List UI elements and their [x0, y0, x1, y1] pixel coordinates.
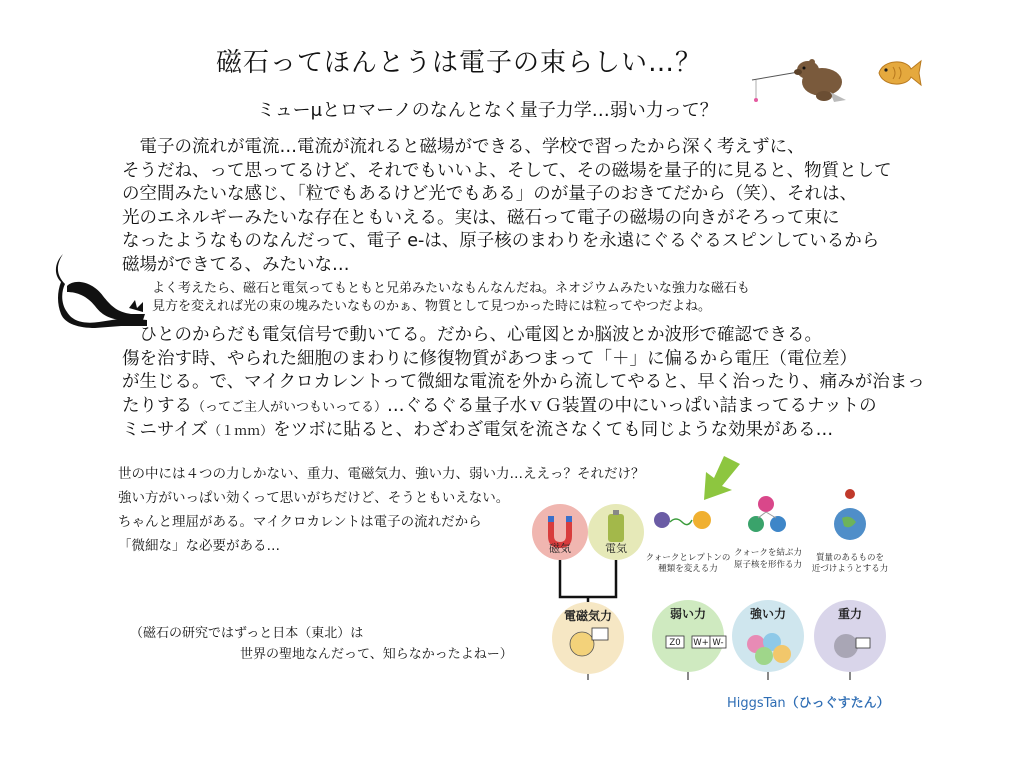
paragraph-line: 電子の流れが電流…電流が流れると磁場ができる、学校で習ったから深く考えずに、 — [122, 137, 805, 157]
em-force-label: 電磁気力 — [563, 609, 613, 623]
intro-paragraph — [122, 136, 892, 277]
aside-line: （磁石の研究ではずっと日本（東北）は — [130, 626, 364, 641]
weak-caption: クォークとレプトンの — [645, 553, 731, 563]
text-segment: …ぐるぐる量子水ｖＧ装置の中にいっぱい詰まってるナットの — [387, 395, 877, 416]
page-subtitle: ミューμとロマーノのなんとなく量子力学…弱い力って？ — [257, 100, 718, 121]
paragraph-line: 磁場ができてる、みたいな… — [122, 254, 350, 275]
cat-note — [152, 280, 750, 316]
strong-caption: 原子核を形作る力 — [733, 560, 803, 570]
gravity-caption: 近づけようとする力 — [811, 564, 889, 574]
credit-text — [727, 692, 890, 711]
magnet-label: 磁気 — [549, 542, 571, 555]
strong-caption: クォークを結ぶ力 — [734, 548, 802, 558]
four-forces-diagram — [520, 452, 920, 682]
apple-icon — [845, 489, 855, 499]
electric-label: 電気 — [605, 542, 627, 555]
text-segment: ミニサイズ — [122, 420, 209, 440]
taiyaki-fish-illustration — [873, 55, 923, 91]
weak-force-label: 弱い力 — [669, 607, 707, 621]
paragraph-line: 光のエネルギーみたいな存在ともいえる。実は、磁石って電子の磁場の向きがそろって束に — [122, 207, 840, 228]
page-title: 磁石ってほんとうは電子の束らしい…？ — [216, 48, 703, 78]
z0-sign: Z0 — [669, 638, 681, 648]
body-paragraph — [122, 324, 925, 444]
size-remark: （１ｍｍ） — [208, 424, 274, 439]
strong-force-label: 強い力 — [749, 607, 787, 621]
side-line: 強い方がいっぱい効くって思いがちだけど、そうともいえない。 — [118, 490, 510, 506]
text-segment: たりする — [122, 395, 192, 416]
side-line: 世の中には４つの力しかない、重力、電磁気力、強い力、弱い力…ええっ？それだけ？ — [118, 466, 645, 482]
weak-caption: 種類を変える力 — [658, 564, 718, 574]
note-line: 見方を変えれば光の束の塊みたいなものかぁ、物質として見つかった時には粒ってやつだよね。 — [152, 299, 712, 314]
w-minus-sign: W- — [712, 638, 724, 648]
paragraph-line: なったようなものなんだって、電子 e-は、原子核のまわりを永遠にぐるぐるスピンしているから — [122, 231, 880, 251]
side-line: ちゃんと理屈がある。マイクロカレントは電子の流れだから — [118, 514, 482, 530]
paragraph-line: が生じる。で、マイクロカレントって微細な電流を外から流してやると、早く治ったり、痛みが治まっ — [122, 372, 925, 392]
side-line: 「微細な」な必要がある… — [118, 538, 280, 554]
paragraph-line: そうだね、って思ってるけど、それでもいいよ、そして、その磁場を量子的に見ると、物質として — [122, 160, 892, 181]
paragraph-line: の空間みたいな感じ、「粒でもあるけど光でもある」のが量子のおきてだから（笑）、それは、 — [122, 184, 857, 204]
green-arrow-icon — [704, 456, 740, 500]
text-segment: をツボに貼ると、わざわざ電気を流さなくても同じような効果がある… — [273, 420, 834, 440]
bear-fishing-illustration — [750, 52, 850, 112]
aside-line: 世界の聖地なんだって、知らなかったよねー） — [240, 647, 513, 662]
paragraph-line — [122, 419, 925, 444]
paragraph-line: 傷を治す時、やられた細胞のまわりに修復物質があつまって「＋」に偏るから電圧（電位差） — [122, 348, 857, 369]
battery-icon — [608, 514, 624, 542]
gravity-label: 重力 — [837, 607, 863, 621]
credit-name: HiggsTan — [727, 696, 786, 711]
gravity-caption: 質量のあるものを — [815, 553, 885, 563]
paragraph-line: ひとのからだも電気信号で動いてる。だから、心電図とか脳波とか波形で確認できる。 — [122, 325, 822, 345]
note-line: よく考えたら、磁石と電気ってもともと兄弟みたいなもんなんだね。ネオジウムみたいな強力な磁石も — [152, 281, 750, 296]
w-plus-sign: W+ — [693, 638, 709, 648]
credit-reading: （ひっぐすたん） — [785, 696, 890, 711]
paragraph-line — [122, 395, 925, 420]
aside-remark: （ってご主人がいつもいってる） — [192, 399, 388, 415]
